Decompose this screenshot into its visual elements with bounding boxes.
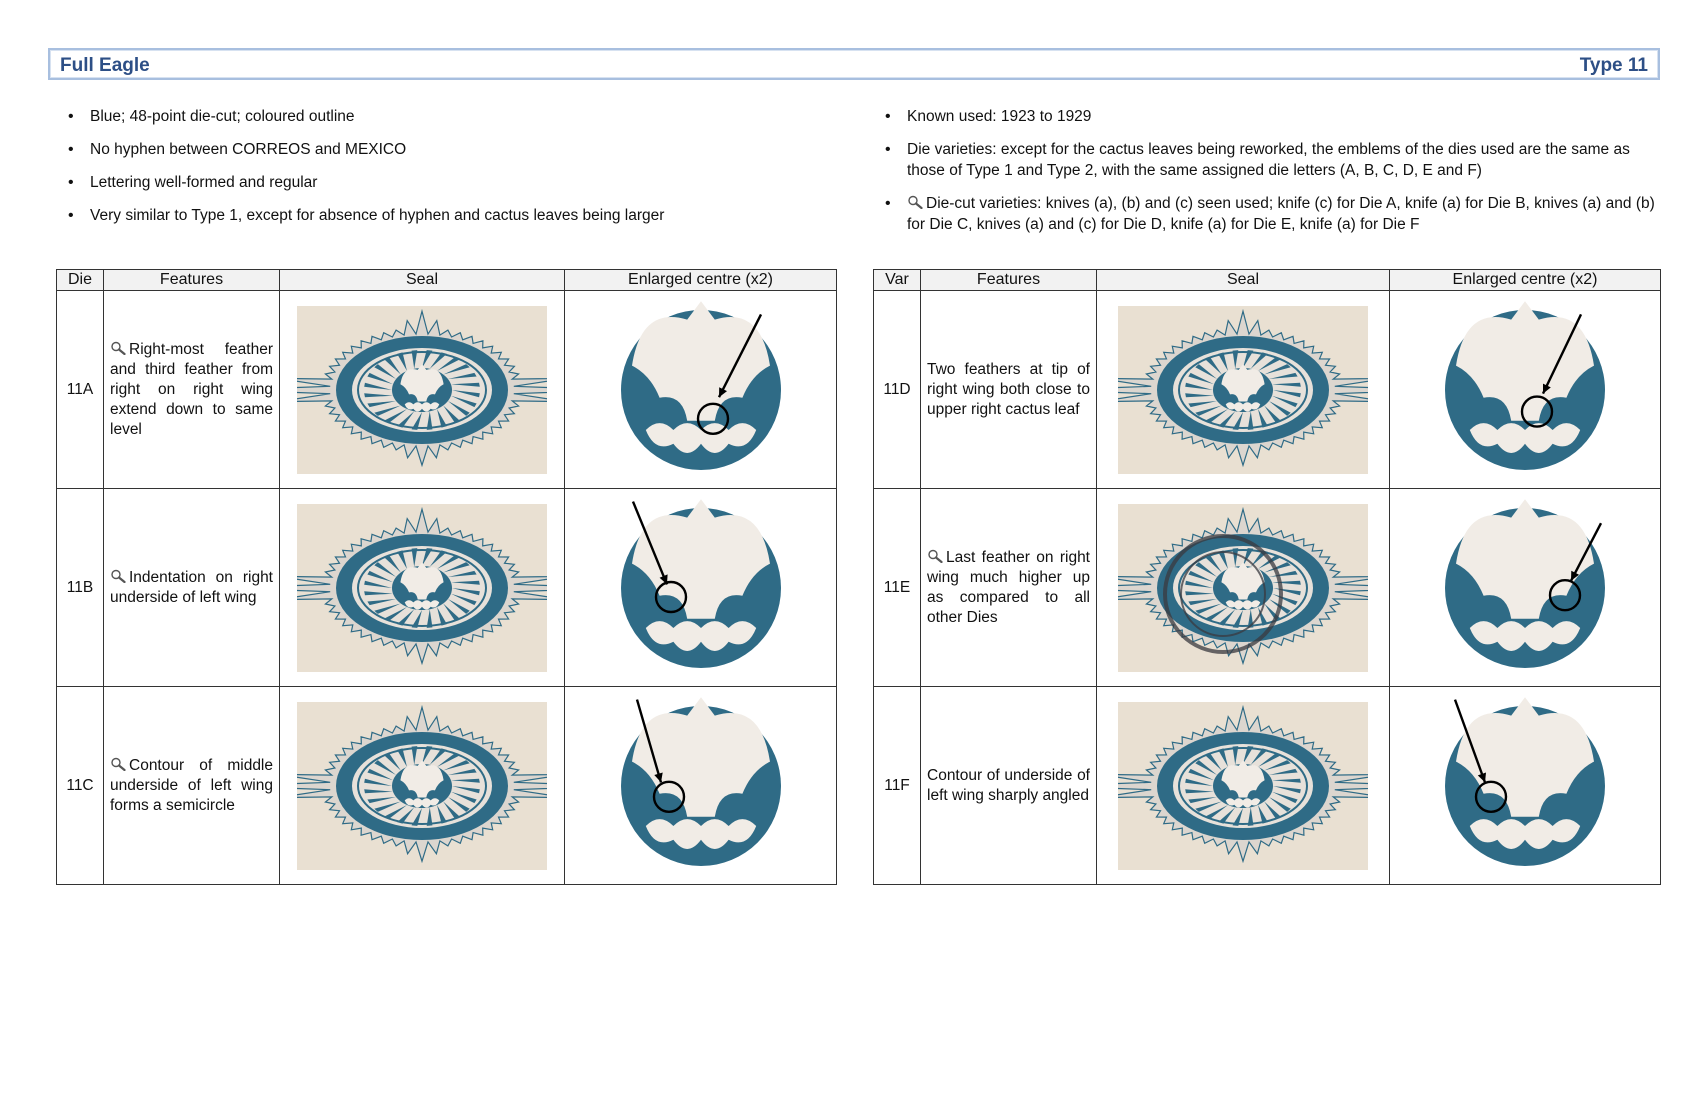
enlarged-centre-graphic xyxy=(601,498,801,678)
column-header: Enlarged centre (x2) xyxy=(565,270,837,291)
seal-graphic xyxy=(297,306,547,474)
magnifier-icon xyxy=(110,569,129,586)
feature-text: Contour of middle underside of left wing forms a semicircle xyxy=(110,756,273,814)
enlarged-centre-graphic xyxy=(1425,498,1625,678)
seal-graphic xyxy=(297,702,547,870)
enlarged-centre-image xyxy=(1390,489,1661,687)
bullet-list-left xyxy=(56,106,856,238)
seal-image xyxy=(1097,687,1390,885)
page-title: Full Eagle xyxy=(60,55,150,76)
magnifier-icon xyxy=(927,549,946,566)
die-label: 11E xyxy=(874,489,921,687)
seal-graphic xyxy=(1118,702,1368,870)
bullet-item xyxy=(873,106,1663,127)
feature-text: Last feather on right wing much higher up as compared to all other Dies xyxy=(927,548,1090,626)
feature-cell xyxy=(104,489,280,687)
die-table-right xyxy=(873,269,1661,885)
feature-cell xyxy=(921,687,1097,885)
magnifier-icon xyxy=(907,195,926,212)
magnifier-icon xyxy=(110,757,129,774)
seal-graphic xyxy=(1118,504,1368,672)
bullet-list-right xyxy=(873,106,1663,247)
die-label: 11D xyxy=(874,291,921,489)
bullet-item: • Very similar to Type 1, except for absence of hyphen and cactus leaves being larger xyxy=(56,205,856,226)
bullet-text: Die varieties: except for the cactus leaves being reworked, the emblems of the dies used are the same as those of Type 1 and Type 2, with the same assigned die letters (A, B, C, D, E and F) xyxy=(907,141,1630,179)
table-row xyxy=(874,489,1661,687)
column-header: Enlarged centre (x2) xyxy=(1390,270,1661,291)
column-header: Seal xyxy=(280,270,565,291)
feature-cell xyxy=(921,489,1097,687)
column-header: Features xyxy=(921,270,1097,291)
feature-text: Indentation on right underside of left wing xyxy=(110,568,273,606)
column-header: Die xyxy=(57,270,104,291)
bullet-item xyxy=(873,139,1663,181)
bullet-text: Known used: 1923 to 1929 xyxy=(907,108,1092,125)
magnifier-icon xyxy=(110,341,129,358)
enlarged-centre-image xyxy=(565,489,837,687)
bullet-item: • No hyphen between CORREOS and MEXICO xyxy=(56,139,856,160)
feature-text: Two feathers at tip of right wing both close to upper right cactus leaf xyxy=(927,360,1090,418)
enlarged-centre-graphic xyxy=(601,696,801,876)
enlarged-centre-graphic xyxy=(1425,696,1625,876)
die-table-left xyxy=(56,269,837,885)
enlarged-centre-image xyxy=(1390,291,1661,489)
enlarged-centre-graphic xyxy=(1425,300,1625,480)
seal-graphic xyxy=(297,504,547,672)
feature-text: Right-most feather and third feather from right on right wing extend down to same level xyxy=(110,340,273,438)
bullet-item: • Lettering well-formed and regular xyxy=(56,172,856,193)
table-header-row xyxy=(57,270,837,291)
seal-image xyxy=(1097,489,1390,687)
type-label: Type 11 xyxy=(1579,55,1648,76)
enlarged-centre-graphic xyxy=(601,300,801,480)
die-label: 11C xyxy=(57,687,104,885)
table-row xyxy=(874,291,1661,489)
feature-cell xyxy=(104,291,280,489)
seal-image xyxy=(280,489,565,687)
table-row xyxy=(57,489,837,687)
column-header: Seal xyxy=(1097,270,1390,291)
table-row xyxy=(874,687,1661,885)
feature-cell xyxy=(921,291,1097,489)
table-row xyxy=(57,687,837,885)
die-label: 11F xyxy=(874,687,921,885)
column-header: Var xyxy=(874,270,921,291)
bullet-text: Die-cut varieties: knives (a), (b) and (c) seen used; knife (c) for Die A, knife (a) for Die B, knives (a) and (b) for Die C, knives (a) and (c) for Die D, knife (a) for Die E, knife (a) for Die F xyxy=(907,195,1655,233)
bullet-item: • Blue; 48-point die-cut; coloured outline xyxy=(56,106,856,127)
table-row xyxy=(57,291,837,489)
page-header xyxy=(48,48,1660,80)
table-header-row xyxy=(874,270,1661,291)
feature-cell xyxy=(104,687,280,885)
seal-image xyxy=(1097,291,1390,489)
bullet-item xyxy=(873,193,1663,235)
enlarged-centre-image xyxy=(565,291,837,489)
seal-image xyxy=(280,687,565,885)
enlarged-centre-image xyxy=(1390,687,1661,885)
die-label: 11B xyxy=(57,489,104,687)
die-label: 11A xyxy=(57,291,104,489)
seal-image xyxy=(280,291,565,489)
seal-graphic xyxy=(1118,306,1368,474)
feature-text: Contour of underside of left wing sharply angled xyxy=(927,766,1090,804)
column-header: Features xyxy=(104,270,280,291)
enlarged-centre-image xyxy=(565,687,837,885)
